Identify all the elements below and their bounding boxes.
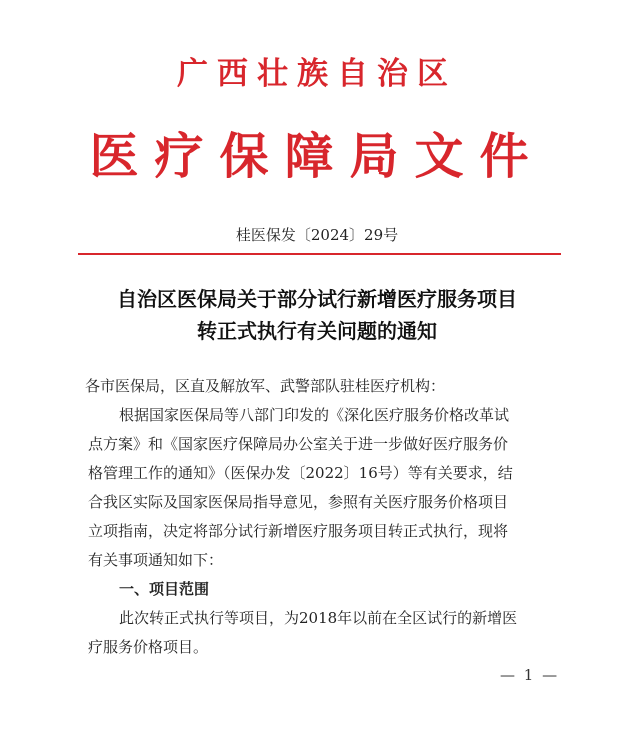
- red-divider: [78, 253, 561, 255]
- notice-title: [0, 283, 634, 347]
- notice-body: [85, 372, 558, 662]
- paragraph-1-line: 点方案》和《国家医疗保障局办公室关于进一步做好医疗服务价: [88, 435, 509, 453]
- document-number: 桂医保发〔2024〕29号: [235, 226, 399, 244]
- section-heading: 一、项目范围: [119, 580, 210, 598]
- page-number: — 1 —: [500, 666, 560, 684]
- title-line-1: 自治区医保局关于部分试行新增医疗服务项目: [117, 287, 517, 311]
- issuing-authority: 广西壮族自治区: [177, 56, 457, 92]
- recipients-line: 各市医保局，区直及解放军、武警部队驻桂医疗机构：: [85, 377, 446, 395]
- paragraph-2-line: 此次转正式执行等项目，为2018年以前在全区试行的新增医: [119, 609, 518, 627]
- paragraph-2-line: 疗服务价格项目。: [88, 638, 209, 656]
- paragraph-1-line: 合我区实际及国家医保局指导意见，参照有关医疗服务价格项目: [88, 493, 509, 511]
- title-line-2: 转正式执行有关问题的通知: [197, 319, 437, 343]
- document-type-heading: 医疗保障局文件: [89, 127, 545, 185]
- paragraph-1-line: 根据国家医保局等八部门印发的《深化医疗服务价格改革试: [119, 406, 510, 424]
- paragraph-1-line: 格管理工作的通知》（医保办发〔2022〕16号）等有关要求，结: [88, 464, 513, 482]
- paragraph-1-line: 有关事项通知如下：: [88, 551, 224, 569]
- paragraph-1-line: 立项指南，决定将部分试行新增医疗服务项目转正式执行，现将: [88, 522, 509, 540]
